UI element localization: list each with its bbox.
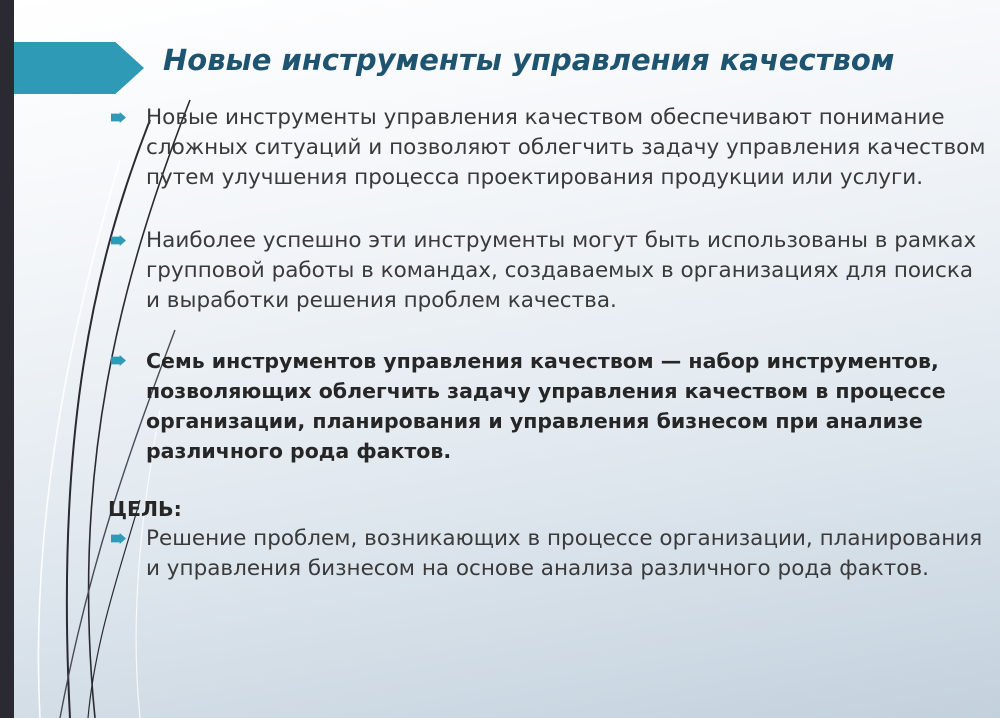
bullet-item — [108, 346, 988, 466]
goal-label: ЦЕЛЬ: — [108, 497, 182, 521]
bullet-item — [108, 226, 988, 316]
goal-bullet — [108, 524, 988, 584]
arrow-bullet-icon — [111, 112, 126, 123]
arrow-bullet-icon — [111, 355, 126, 366]
goal-text: Решение проблем, возникающих в процессе организации, планирования и управления бизнесом на основе анализа различного рода фактов. — [146, 526, 983, 581]
bullet-text: Наиболее успешно эти инструменты могут быть использованы в рамках групповой работы в командах, создаваемых в организациях для поиска и выработки решения проблем качества. — [146, 228, 977, 313]
arrow-bullet-icon — [111, 533, 126, 544]
arrow-bullet-icon — [111, 235, 126, 246]
slide-title: Новые инструменты управления качеством — [163, 43, 895, 77]
bullet-text: Семь инструментов управления качеством — набор инструментов, позволяющих облегчить задачу управления качеством в процессе организации, планирования и управления бизнесом при анализе различного рода фактов. — [146, 349, 946, 463]
title-arrow-shape — [14, 42, 144, 94]
bullet-item — [108, 103, 988, 193]
slide-content — [108, 103, 988, 584]
left-dark-bar — [0, 0, 14, 718]
bullet-text: Новые инструменты управления качеством обеспечивают понимание сложных ситуаций и позволяют облегчить задачу управления качеством путем улучшения процесса проектирования продукции или услуги. — [146, 105, 986, 190]
